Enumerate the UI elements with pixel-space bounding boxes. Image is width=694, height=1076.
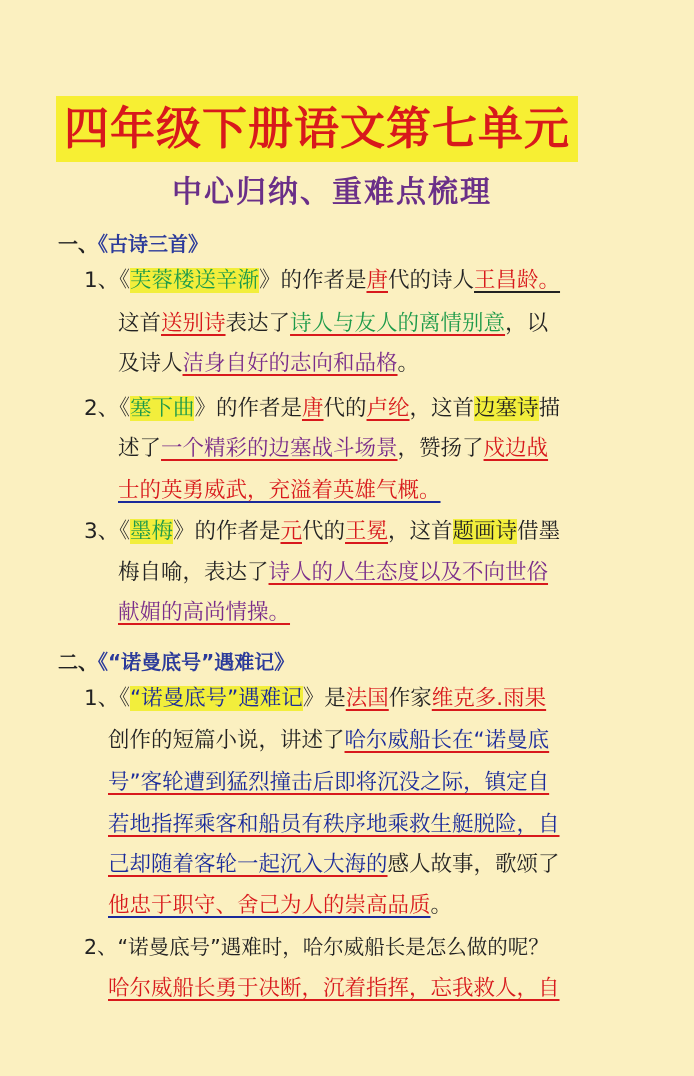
text-span: 2、“诺曼底号”遇难时，哈尔威船长是怎么做的呢？ bbox=[84, 935, 549, 959]
text-span: 借墨 bbox=[517, 519, 561, 544]
text-span: 卢纶 bbox=[366, 396, 410, 421]
text-span: 题画诗 bbox=[452, 519, 518, 544]
text-span: 。 bbox=[430, 893, 453, 918]
text-span: 唐 bbox=[301, 396, 324, 421]
text-span: 《 bbox=[119, 396, 130, 421]
text-span: 》的作者是 bbox=[258, 268, 367, 293]
s2-item1-line1 bbox=[84, 684, 546, 714]
text-span: 一、 bbox=[58, 232, 98, 256]
text-span: 唐 bbox=[366, 268, 388, 293]
text-span: 他忠于职守、舍己为人的崇高品质 bbox=[108, 893, 431, 918]
text-span: 王冕 bbox=[345, 519, 389, 544]
s2-item1-line5 bbox=[108, 850, 560, 880]
page-title: 四年级下册语文第七单元 bbox=[56, 96, 578, 162]
text-span: 表达了 bbox=[225, 311, 291, 336]
text-span: 代的 bbox=[302, 519, 346, 544]
text-span: 戍边战 bbox=[483, 436, 549, 461]
text-span: 洁身自好的志向和品格 bbox=[182, 351, 398, 376]
text-span: 献媚的高尚情操。 bbox=[118, 600, 291, 625]
text-span: “诺曼底号”遇难记 bbox=[129, 686, 303, 711]
text-span: 一个精彩的边塞战斗场景 bbox=[161, 436, 398, 461]
section-1-title: 《古诗三首》 bbox=[98, 232, 208, 256]
s1-item1-line1 bbox=[84, 266, 560, 296]
text-span: 维克多.雨果 bbox=[431, 686, 547, 711]
text-span: 哈尔威船长在“诺曼底 bbox=[344, 728, 550, 753]
section-2-heading bbox=[58, 646, 294, 675]
text-span: 边塞诗 bbox=[474, 396, 539, 421]
text-span: 。 bbox=[397, 351, 420, 376]
text-span: 哈尔威船长勇于决断，沉着指挥，忘我救人，自 bbox=[108, 976, 560, 1001]
text-span: 号”客轮遭到猛烈撞击后即将沉没之际，镇定自 bbox=[108, 770, 550, 795]
text-span: 1、 bbox=[84, 686, 120, 711]
s2-item2-answer bbox=[108, 974, 560, 1004]
text-span: 士的英勇威武，充溢着英雄气概。 bbox=[118, 478, 441, 503]
text-span: 感人故事，歌颂了 bbox=[387, 852, 560, 877]
s2-item1-line2 bbox=[108, 726, 549, 756]
text-span: 《 bbox=[119, 268, 130, 293]
s1-item2-line3 bbox=[118, 476, 441, 506]
text-span: 2、 bbox=[84, 396, 120, 421]
section-1-heading bbox=[58, 228, 208, 257]
text-span: 送别诗 bbox=[161, 311, 226, 336]
text-span: 墨梅 bbox=[129, 519, 173, 544]
text-span: 》的作者是 bbox=[194, 396, 302, 421]
s1-item1-line2 bbox=[118, 309, 548, 339]
text-span: 及诗人 bbox=[118, 351, 183, 376]
text-span: 《 bbox=[119, 519, 130, 544]
text-span: 法国 bbox=[345, 686, 389, 711]
s1-item2-line2 bbox=[118, 434, 548, 464]
text-span: ，这首 bbox=[388, 519, 453, 544]
text-span: 芙蓉楼送辛渐 bbox=[129, 268, 259, 293]
s1-item3-line1 bbox=[84, 517, 560, 547]
text-span: 《 bbox=[119, 686, 130, 711]
text-span: 元 bbox=[280, 519, 302, 544]
text-span: 诗人的人生态度以及不向世俗 bbox=[268, 560, 549, 585]
text-span: ，赞扬了 bbox=[397, 436, 484, 461]
text-span: 1、 bbox=[84, 268, 120, 293]
text-span: ，这首 bbox=[409, 396, 475, 421]
text-span: 代的诗人 bbox=[388, 268, 475, 293]
section-2-title: 《“诺曼底号”遇难记》 bbox=[98, 650, 295, 674]
text-span: 己却随着客轮一起沉入大海的 bbox=[108, 852, 388, 877]
text-span: 述了 bbox=[118, 436, 162, 461]
page-subtitle: 中心归纳、重难点梳理 bbox=[172, 175, 492, 210]
text-span: 作家 bbox=[388, 686, 432, 711]
text-span: 塞下曲 bbox=[129, 396, 195, 421]
text-span: 二、 bbox=[58, 650, 98, 674]
text-span: 若地指挥乘客和船员有秩序地乘救生艇脱险，自 bbox=[108, 812, 560, 837]
s2-item2-question bbox=[84, 932, 549, 962]
text-span: 代的 bbox=[323, 396, 367, 421]
s2-item1-line6 bbox=[108, 891, 452, 921]
text-span: 描 bbox=[538, 396, 561, 421]
s1-item3-line2 bbox=[118, 558, 548, 588]
s1-item1-line3 bbox=[118, 349, 419, 379]
text-span: 创作的短篇小说，讲述了 bbox=[108, 728, 345, 753]
text-span: 这首 bbox=[118, 311, 162, 336]
text-span: 3、 bbox=[84, 519, 120, 544]
s2-item1-line4 bbox=[108, 810, 560, 840]
s1-item2-line1 bbox=[84, 394, 560, 424]
text-span: 王昌龄。 bbox=[474, 268, 561, 293]
text-span: 》的作者是 bbox=[172, 519, 281, 544]
text-span: ，以 bbox=[505, 311, 549, 336]
text-span: 》是 bbox=[302, 686, 346, 711]
text-span: 梅自喻，表达了 bbox=[118, 560, 269, 585]
s1-item3-line3 bbox=[118, 598, 290, 628]
text-span: 诗人与友人的离情别意 bbox=[290, 311, 506, 336]
s2-item1-line3 bbox=[108, 768, 549, 798]
